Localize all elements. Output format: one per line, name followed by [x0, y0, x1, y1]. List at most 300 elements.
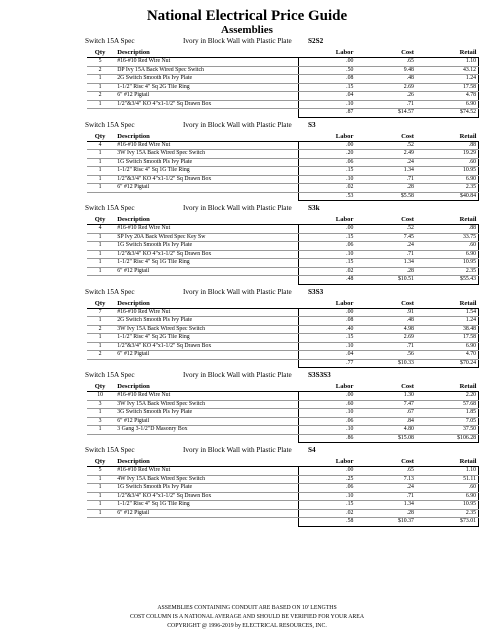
cell-description: 6" #12 Pigtail	[113, 267, 299, 276]
cell-qty: 1	[87, 492, 113, 501]
cell-labor: .25	[299, 475, 356, 484]
table-row	[87, 250, 479, 259]
total-spacer	[87, 109, 113, 118]
column-header-retail: Retail	[416, 382, 479, 392]
cell-retail: 4.70	[416, 351, 479, 360]
footer-note-cost: COST COLUMN IS A NATIONAL AVERAGE AND SHOULD BE VERIFIED FOR YOUR AREA	[129, 614, 365, 620]
cell-labor: .00	[299, 467, 356, 476]
assembly-table	[87, 457, 479, 527]
cell-labor: .04	[299, 351, 356, 360]
assembly-section	[0, 118, 494, 202]
table-row	[87, 492, 479, 501]
column-header-retail: Retail	[416, 215, 479, 225]
column-header-cost: Cost	[355, 299, 416, 309]
cell-description: #16-#10 Red Wire Nut	[113, 141, 299, 150]
total-spacer	[113, 359, 299, 368]
column-header-description: Description	[113, 382, 299, 392]
cell-description: #16-#10 Red Wire Nut	[113, 225, 299, 234]
assembly-header	[0, 34, 494, 48]
cell-retail: 1.10	[416, 58, 479, 67]
cell-qty: 1	[87, 501, 113, 510]
cell-labor: .00	[299, 141, 356, 150]
cell-labor: .10	[299, 409, 356, 418]
total-labor: .87	[299, 109, 356, 118]
cell-retail: 10.95	[416, 259, 479, 268]
cell-cost: 2.49	[355, 150, 416, 159]
cell-qty: 5	[87, 467, 113, 476]
cell-labor: .00	[299, 58, 356, 67]
table-row	[87, 184, 479, 193]
assembly-spec: Switch 15A Spec	[85, 37, 135, 45]
cell-retail: 57.68	[416, 400, 479, 409]
assembly-header	[0, 368, 494, 382]
table-row	[87, 342, 479, 351]
column-header-qty: Qty	[87, 299, 113, 309]
assembly-section	[0, 34, 494, 118]
cell-retail: 6.90	[416, 100, 479, 109]
table-header-row	[87, 48, 479, 58]
table-header-row	[87, 215, 479, 225]
cell-cost: .71	[355, 175, 416, 184]
column-header-description: Description	[113, 48, 299, 58]
assembly-header	[0, 443, 494, 457]
cell-cost: .28	[355, 184, 416, 193]
cell-qty: 4	[87, 225, 113, 234]
page-title: National Electrical Price Guide	[146, 8, 348, 24]
assembly-description: Ivory in Block Wall with Plastic Plate	[183, 371, 292, 379]
assembly-table	[87, 132, 479, 202]
footer-note-conduit: ASSEMBLIES CONTAINING CONDUIT ARE BASED ON 10' LENGTHS	[157, 605, 337, 611]
column-header-labor: Labor	[299, 299, 356, 309]
cell-retail: 2.35	[416, 184, 479, 193]
column-header-retail: Retail	[416, 132, 479, 142]
table-row	[87, 392, 479, 401]
cell-retail: 43.12	[416, 66, 479, 75]
cell-labor: .10	[299, 175, 356, 184]
total-spacer	[113, 276, 299, 285]
total-row	[87, 434, 479, 443]
cell-cost: .84	[355, 417, 416, 426]
column-header-cost: Cost	[355, 457, 416, 467]
table-row	[87, 233, 479, 242]
total-labor: .53	[299, 192, 356, 201]
page-subtitle: Assemblies	[221, 24, 273, 36]
table-row	[87, 92, 479, 101]
cell-qty: 4	[87, 141, 113, 150]
cell-qty: 1	[87, 158, 113, 167]
assembly-table	[87, 299, 479, 369]
cell-retail: 10.95	[416, 501, 479, 510]
table-row	[87, 325, 479, 334]
cell-qty: 7	[87, 308, 113, 317]
cell-qty: 1	[87, 250, 113, 259]
column-header-retail: Retail	[416, 457, 479, 467]
cell-qty: 1	[87, 426, 113, 435]
column-header-retail: Retail	[416, 299, 479, 309]
cell-description: 6" #12 Pigtail	[113, 351, 299, 360]
cell-qty: 10	[87, 392, 113, 401]
cell-labor: .00	[299, 392, 356, 401]
cell-retail: 2.35	[416, 509, 479, 518]
cell-labor: .02	[299, 267, 356, 276]
table-row	[87, 334, 479, 343]
table-row	[87, 267, 479, 276]
total-cost: $10.33	[355, 359, 416, 368]
cell-qty: 2	[87, 351, 113, 360]
cell-retail: .60	[416, 484, 479, 493]
cell-cost: .48	[355, 317, 416, 326]
cell-description: DP Ivy 15A Back Wired Spec Switch	[113, 66, 299, 75]
cell-labor: .10	[299, 342, 356, 351]
cell-description: 4W Ivy 15A Back Wired Spec Switch	[113, 475, 299, 484]
assembly-section	[0, 201, 494, 285]
cell-description: 1/2"&3/4" KO 4"x1-1/2" Sq Drawn Box	[113, 342, 299, 351]
table-row	[87, 158, 479, 167]
total-retail: $73.01	[416, 518, 479, 527]
total-cost: $14.57	[355, 109, 416, 118]
table-row	[87, 467, 479, 476]
table-header-row	[87, 457, 479, 467]
cell-cost: 7.13	[355, 475, 416, 484]
cell-description: 3W Ivy 15A Back Wired Spec Switch	[113, 400, 299, 409]
total-retail: $40.84	[416, 192, 479, 201]
table-row	[87, 308, 479, 317]
assembly-spec: Switch 15A Spec	[85, 287, 135, 296]
cell-cost: .26	[355, 92, 416, 101]
cell-qty: 1	[87, 150, 113, 159]
cell-labor: .06	[299, 158, 356, 167]
assembly-description: Ivory in Block Wall with Plastic Plate	[183, 446, 292, 454]
cell-cost: .91	[355, 308, 416, 317]
total-row	[87, 192, 479, 201]
cell-retail: 17.58	[416, 83, 479, 92]
assembly-header	[0, 285, 494, 299]
cell-description: #16-#10 Red Wire Nut	[113, 58, 299, 67]
cell-qty: 2	[87, 92, 113, 101]
column-header-cost: Cost	[355, 132, 416, 142]
column-header-description: Description	[113, 215, 299, 225]
table-row	[87, 400, 479, 409]
column-header-cost: Cost	[355, 48, 416, 58]
total-spacer	[87, 434, 113, 443]
table-row	[87, 141, 479, 150]
cell-qty: 1	[87, 475, 113, 484]
cell-qty: 2	[87, 66, 113, 75]
cell-qty: 5	[87, 58, 113, 67]
assembly-code: S2S2	[308, 37, 324, 45]
cell-description: 6" #12 Pigtail	[113, 509, 299, 518]
assembly-code: S3S3S3	[308, 371, 331, 379]
column-header-qty: Qty	[87, 457, 113, 467]
cell-cost: .28	[355, 267, 416, 276]
table-row	[87, 100, 479, 109]
cell-retail: 19.29	[416, 150, 479, 159]
total-row	[87, 518, 479, 527]
cell-retail: .60	[416, 158, 479, 167]
total-cost: $10.51	[355, 276, 416, 285]
cell-qty: 3	[87, 400, 113, 409]
cell-cost: .71	[355, 100, 416, 109]
cell-cost: .65	[355, 58, 416, 67]
total-spacer	[87, 359, 113, 368]
cell-labor: .08	[299, 317, 356, 326]
cell-qty: 1	[87, 167, 113, 176]
total-spacer	[87, 518, 113, 527]
cell-qty: 1	[87, 509, 113, 518]
assembly-table	[87, 215, 479, 285]
table-row	[87, 150, 479, 159]
cell-description: 1G Switch Smooth Pls Ivy Plate	[113, 158, 299, 167]
cell-retail: 6.90	[416, 175, 479, 184]
cell-cost: 2.69	[355, 83, 416, 92]
table-header-row	[87, 382, 479, 392]
assembly-section	[0, 285, 494, 369]
total-retail: $106.28	[416, 434, 479, 443]
cell-retail: 7.05	[416, 417, 479, 426]
cell-retail: 17.58	[416, 334, 479, 343]
cell-labor: .15	[299, 501, 356, 510]
cell-retail: 1.24	[416, 75, 479, 84]
assemblies-list	[0, 34, 494, 527]
cell-labor: .15	[299, 233, 356, 242]
table-row	[87, 75, 479, 84]
cell-labor: .50	[299, 66, 356, 75]
total-labor: .77	[299, 359, 356, 368]
cell-qty: 1	[87, 334, 113, 343]
cell-qty: 3	[87, 417, 113, 426]
cell-cost: .67	[355, 409, 416, 418]
cell-retail: 1.24	[416, 317, 479, 326]
column-header-cost: Cost	[355, 382, 416, 392]
cell-cost: .24	[355, 242, 416, 251]
cell-description: 3G Switch Smooth Pls Ivy Plate	[113, 409, 299, 418]
cell-labor: .02	[299, 184, 356, 193]
total-cost: $5.58	[355, 192, 416, 201]
cell-cost: .71	[355, 342, 416, 351]
cell-description: #16-#10 Red Wire Nut	[113, 467, 299, 476]
column-header-labor: Labor	[299, 132, 356, 142]
column-header-qty: Qty	[87, 382, 113, 392]
column-header-labor: Labor	[299, 382, 356, 392]
total-retail: $70.24	[416, 359, 479, 368]
cell-labor: .04	[299, 92, 356, 101]
total-cost: $10.37	[355, 518, 416, 527]
assembly-header	[0, 201, 494, 215]
cell-qty: 1	[87, 484, 113, 493]
cell-qty: 1	[87, 342, 113, 351]
cell-cost: .71	[355, 492, 416, 501]
assembly-spec: Switch 15A Spec	[85, 204, 135, 212]
table-row	[87, 417, 479, 426]
total-spacer	[87, 276, 113, 285]
column-header-description: Description	[113, 299, 299, 309]
cell-retail: 37.50	[416, 426, 479, 435]
cell-retail: 6.90	[416, 250, 479, 259]
cell-description: 1-1/2" Risc 4" Sq 1G Tile Ring	[113, 167, 299, 176]
cell-description: 6" #12 Pigtail	[113, 184, 299, 193]
cell-cost: 7.47	[355, 400, 416, 409]
cell-cost: .48	[355, 75, 416, 84]
total-retail: $74.52	[416, 109, 479, 118]
cell-retail: .88	[416, 225, 479, 234]
cell-description: 3W Ivy 15A Back Wired Spec Switch	[113, 325, 299, 334]
assembly-code: S4	[308, 446, 316, 454]
column-header-labor: Labor	[299, 215, 356, 225]
cell-qty: 1	[87, 267, 113, 276]
table-row	[87, 509, 479, 518]
table-header-row	[87, 132, 479, 142]
cell-labor: .10	[299, 492, 356, 501]
column-header-description: Description	[113, 457, 299, 467]
total-labor: .86	[299, 434, 356, 443]
table-row	[87, 484, 479, 493]
total-spacer	[87, 192, 113, 201]
cell-qty: 1	[87, 242, 113, 251]
table-row	[87, 167, 479, 176]
cell-description: 1-1/2" Risc 4" Sq 1G Tile Ring	[113, 259, 299, 268]
cell-description: 1-1/2" Risc 4" Sq 2G Tile Ring	[113, 334, 299, 343]
cell-qty: 1	[87, 409, 113, 418]
assembly-code: S3S3	[308, 287, 324, 296]
cell-cost: 1.34	[355, 259, 416, 268]
cell-qty: 1	[87, 175, 113, 184]
total-row	[87, 359, 479, 368]
assembly-table	[87, 382, 479, 443]
cell-retail: 51.11	[416, 475, 479, 484]
assembly-table	[87, 48, 479, 118]
table-row	[87, 317, 479, 326]
cell-qty: 2	[87, 325, 113, 334]
cell-labor: .10	[299, 100, 356, 109]
cell-qty: 1	[87, 233, 113, 242]
cell-qty: 1	[87, 184, 113, 193]
cell-retail: .60	[416, 242, 479, 251]
column-header-cost: Cost	[355, 215, 416, 225]
table-row	[87, 175, 479, 184]
cell-retail: 33.75	[416, 233, 479, 242]
cell-description: 1/2"&3/4" KO 4"x1-1/2" Sq Drawn Box	[113, 492, 299, 501]
assembly-description: Ivory in Block Wall with Plastic Plate	[183, 37, 292, 45]
cell-labor: .15	[299, 167, 356, 176]
cell-labor: .15	[299, 334, 356, 343]
cell-retail: 1.85	[416, 409, 479, 418]
column-header-labor: Labor	[299, 48, 356, 58]
table-row	[87, 259, 479, 268]
column-header-qty: Qty	[87, 48, 113, 58]
table-row	[87, 83, 479, 92]
column-header-description: Description	[113, 132, 299, 142]
cell-retail: 1.54	[416, 308, 479, 317]
cell-cost: 1.30	[355, 392, 416, 401]
total-spacer	[113, 109, 299, 118]
table-row	[87, 475, 479, 484]
cell-qty: 1	[87, 83, 113, 92]
total-spacer	[113, 192, 299, 201]
cell-retail: 6.90	[416, 492, 479, 501]
assembly-code: S3k	[308, 204, 320, 212]
assembly-spec: Switch 15A Spec	[85, 446, 135, 454]
cell-cost: .52	[355, 141, 416, 150]
total-retail: $55.43	[416, 276, 479, 285]
cell-description: 1G Switch Smooth Pls Ivy Plate	[113, 484, 299, 493]
cell-qty: 1	[87, 100, 113, 109]
cell-cost: .56	[355, 351, 416, 360]
assembly-spec: Switch 15A Spec	[85, 120, 135, 129]
cell-description: #16-#10 Red Wire Nut	[113, 392, 299, 401]
cell-retail: 4.78	[416, 92, 479, 101]
cell-description: 6" #12 Pigtail	[113, 417, 299, 426]
cell-description: 3 Gang 3-1/2"D Masonry Box	[113, 426, 299, 435]
table-row	[87, 501, 479, 510]
footer-copyright: COPYRIGHT @ 1996-2019 by ELECTRICAL RESOURCES, INC.	[167, 623, 327, 629]
cell-description: SP Ivy 20A Back Wired Spec Key Sw	[113, 233, 299, 242]
cell-description: 2G Switch Smooth Pls Ivy Plate	[113, 317, 299, 326]
assembly-section	[0, 443, 494, 527]
cell-labor: .40	[299, 325, 356, 334]
cell-description: 1/2"&3/4" KO 4"x1-1/2" Sq Drawn Box	[113, 175, 299, 184]
column-header-qty: Qty	[87, 132, 113, 142]
total-row	[87, 109, 479, 118]
table-row	[87, 351, 479, 360]
total-labor: .48	[299, 276, 356, 285]
cell-labor: .06	[299, 484, 356, 493]
assembly-spec: Switch 15A Spec	[85, 371, 135, 379]
total-spacer	[113, 434, 299, 443]
cell-labor: .15	[299, 259, 356, 268]
cell-labor: .00	[299, 225, 356, 234]
column-header-labor: Labor	[299, 457, 356, 467]
cell-retail: 38.48	[416, 325, 479, 334]
table-row	[87, 426, 479, 435]
cell-labor: .02	[299, 509, 356, 518]
cell-cost: .28	[355, 509, 416, 518]
total-row	[87, 276, 479, 285]
assembly-description: Ivory in Block Wall with Plastic Plate	[183, 120, 292, 129]
cell-qty: 1	[87, 75, 113, 84]
cell-labor: .20	[299, 150, 356, 159]
total-spacer	[113, 518, 299, 527]
cell-cost: .71	[355, 250, 416, 259]
table-header-row	[87, 299, 479, 309]
cell-labor: .08	[299, 75, 356, 84]
cell-labor: .00	[299, 308, 356, 317]
cell-description: 1/2"&3/4" KO 4"x1-1/2" Sq Drawn Box	[113, 100, 299, 109]
cell-labor: .10	[299, 250, 356, 259]
cell-retail: 10.95	[416, 167, 479, 176]
cell-description: 1/2"&3/4" KO 4"x1-1/2" Sq Drawn Box	[113, 250, 299, 259]
cell-description: #16-#10 Red Wire Nut	[113, 308, 299, 317]
cell-cost: .52	[355, 225, 416, 234]
cell-description: 2G Switch Smooth Pls Ivy Plate	[113, 75, 299, 84]
cell-cost: .24	[355, 484, 416, 493]
cell-cost: 4.80	[355, 426, 416, 435]
assembly-code: S3	[308, 120, 316, 129]
total-labor: .58	[299, 518, 356, 527]
cell-retail: 2.20	[416, 392, 479, 401]
table-row	[87, 58, 479, 67]
cell-labor: .06	[299, 242, 356, 251]
total-cost: $15.08	[355, 434, 416, 443]
cell-cost: .24	[355, 158, 416, 167]
assembly-description: Ivory in Block Wall with Plastic Plate	[183, 287, 292, 296]
table-row	[87, 409, 479, 418]
cell-cost: 4.98	[355, 325, 416, 334]
cell-retail: 6.90	[416, 342, 479, 351]
cell-description: 1-1/2" Risc 4" Sq 2G Tile Ring	[113, 83, 299, 92]
cell-retail: 2.35	[416, 267, 479, 276]
cell-cost: .65	[355, 467, 416, 476]
cell-labor: .60	[299, 400, 356, 409]
